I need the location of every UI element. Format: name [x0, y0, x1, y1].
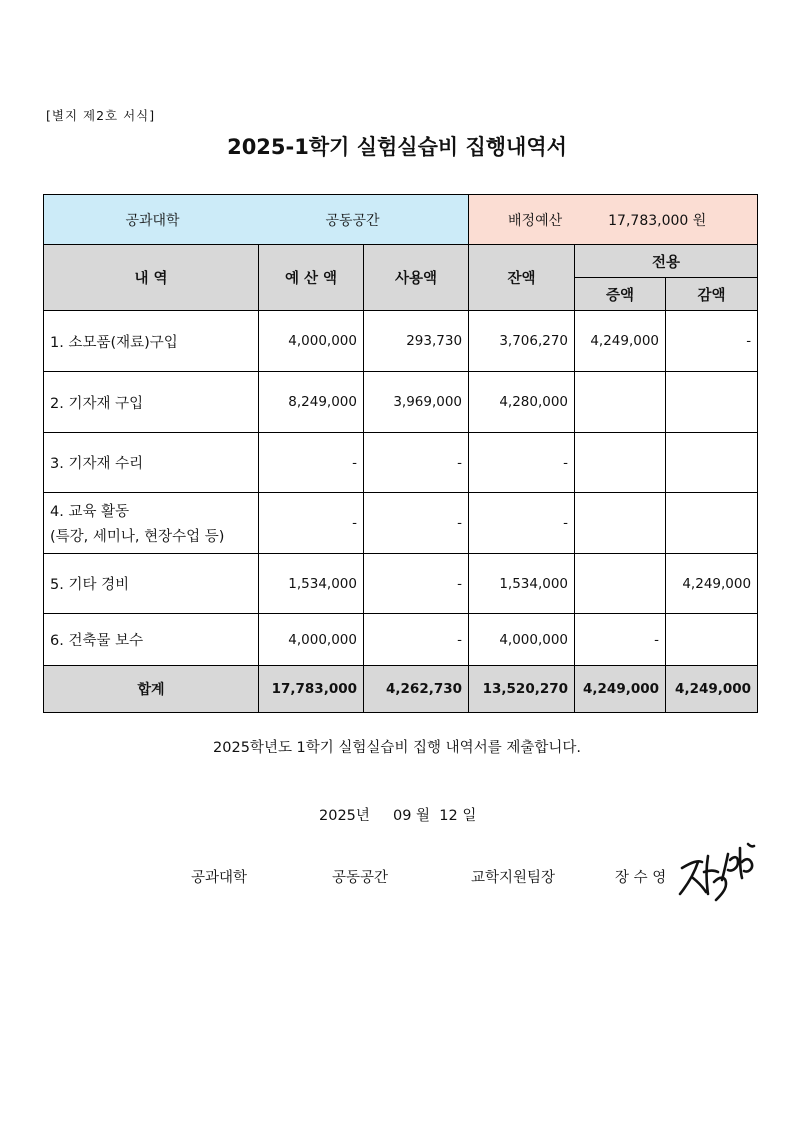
row-balance: - — [469, 493, 575, 554]
college-name: 공과대학 — [125, 212, 180, 229]
row-budget: - — [259, 493, 364, 554]
signatory-position: 교학지원팀장 — [471, 870, 556, 886]
col-header-transfer: 전용 — [575, 245, 758, 278]
row-item: 2. 기자재 구입 — [44, 372, 259, 433]
date-day: 12 — [439, 808, 458, 824]
budget-label: 배정예산 — [508, 212, 563, 229]
handwritten-signature — [676, 838, 758, 904]
row-used: - — [364, 614, 469, 666]
college-department-cell — [44, 195, 469, 245]
row-item-line1: 4. 교육 활동 — [50, 504, 130, 520]
table-row — [44, 372, 758, 433]
row-used: 293,730 — [364, 311, 469, 372]
table-row — [44, 311, 758, 372]
date-day-unit: 일 — [462, 808, 477, 824]
table-row — [44, 493, 758, 554]
submission-date — [319, 804, 476, 825]
total-row — [44, 666, 758, 713]
table-row — [44, 614, 758, 666]
date-year: 2025년 — [319, 808, 370, 824]
col-header-used: 사용액 — [364, 245, 469, 311]
total-budget: 17,783,000 — [259, 666, 364, 713]
total-label: 합계 — [44, 666, 259, 713]
header-info-row — [44, 195, 758, 245]
row-balance: 4,000,000 — [469, 614, 575, 666]
total-increase: 4,249,000 — [575, 666, 666, 713]
row-item-line2: (특강, 세미나, 현장수업 등) — [50, 529, 225, 545]
row-increase: - — [575, 614, 666, 666]
expense-table — [43, 194, 758, 713]
row-decrease — [666, 372, 758, 433]
row-increase: 4,249,000 — [575, 311, 666, 372]
department-name: 공동공간 — [325, 212, 380, 229]
total-decrease: 4,249,000 — [666, 666, 758, 713]
date-month: 09 — [392, 808, 412, 824]
row-balance: 1,534,000 — [469, 554, 575, 614]
date-month-unit: 월 — [416, 808, 431, 824]
col-header-balance: 잔액 — [469, 245, 575, 311]
document-title: 2025-1학기 실험실습비 집행내역서 — [227, 135, 567, 159]
signatory-department: 공동공간 — [332, 870, 389, 886]
signatory-name: 장 수 영 — [615, 870, 667, 886]
row-increase — [575, 433, 666, 493]
table-row — [44, 433, 758, 493]
submission-statement: 2025학년도 1학기 실험실습비 집행 내역서를 제출합니다. — [213, 740, 581, 756]
row-used: - — [364, 433, 469, 493]
row-increase — [575, 554, 666, 614]
col-header-increase: 증액 — [575, 278, 666, 311]
row-decrease: 4,249,000 — [666, 554, 758, 614]
row-budget: 1,534,000 — [259, 554, 364, 614]
row-decrease — [666, 493, 758, 554]
column-header-row — [44, 245, 758, 278]
row-decrease: - — [666, 311, 758, 372]
col-header-item: 내 역 — [44, 245, 259, 311]
row-item: 1. 소모품(재료)구입 — [44, 311, 259, 372]
table-row — [44, 554, 758, 614]
row-item: 6. 건축물 보수 — [44, 614, 259, 666]
row-used: 3,969,000 — [364, 372, 469, 433]
budget-amount: 17,783,000 원 — [608, 212, 707, 229]
row-decrease — [666, 433, 758, 493]
col-header-budget: 예 산 액 — [259, 245, 364, 311]
row-increase — [575, 372, 666, 433]
row-budget: - — [259, 433, 364, 493]
total-used: 4,262,730 — [364, 666, 469, 713]
row-item: 3. 기자재 수리 — [44, 433, 259, 493]
col-header-decrease: 감액 — [666, 278, 758, 311]
row-budget: 4,000,000 — [259, 311, 364, 372]
row-budget: 4,000,000 — [259, 614, 364, 666]
row-used: - — [364, 493, 469, 554]
row-increase — [575, 493, 666, 554]
row-item: 5. 기타 경비 — [44, 554, 259, 614]
row-balance: - — [469, 433, 575, 493]
row-budget: 8,249,000 — [259, 372, 364, 433]
row-item-multiline — [44, 493, 259, 554]
row-balance: 4,280,000 — [469, 372, 575, 433]
total-balance: 13,520,270 — [469, 666, 575, 713]
form-label: [별지 제2호 서식] — [46, 108, 156, 123]
row-decrease — [666, 614, 758, 666]
signatory-college: 공과대학 — [191, 870, 248, 886]
row-balance: 3,706,270 — [469, 311, 575, 372]
row-used: - — [364, 554, 469, 614]
budget-cell — [469, 195, 758, 245]
